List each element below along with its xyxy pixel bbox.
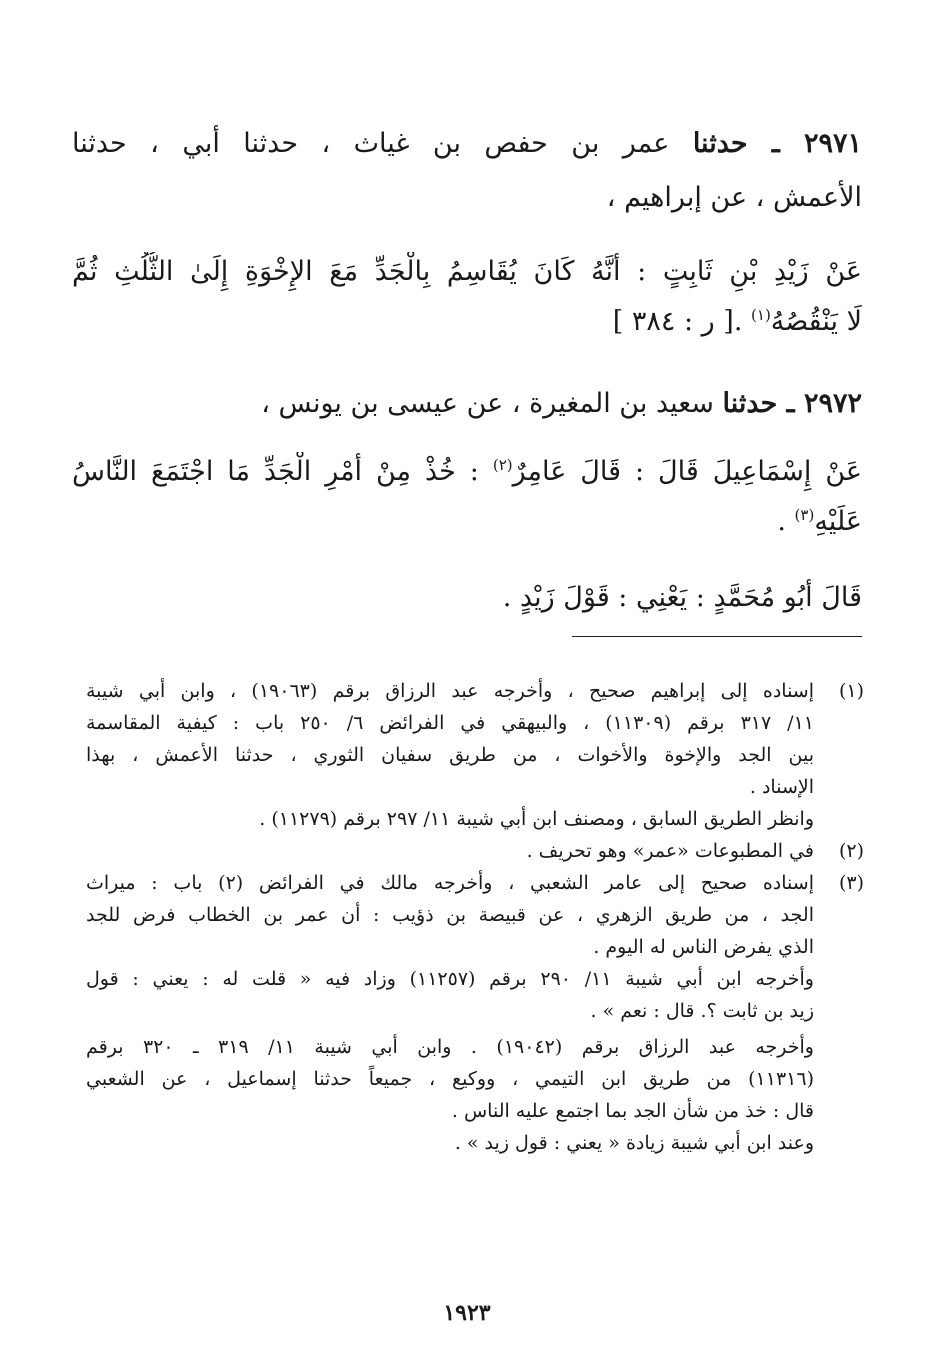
footnote-marker: (١)	[751, 306, 771, 324]
isnad-text: عمر بن حفص بن غياث ، حدثنا أبي ، حدثنا	[72, 128, 670, 159]
footnote-1-line: إسناده إلى إبراهيم صحيح ، وأخرجه عبد الرزاق برقم (١٩٠٦٣) ، وابن أبي شيبة	[86, 680, 814, 702]
footnote-3-line: قال : خذ من شأن الجد بما اجتمع عليه الناس .	[451, 1100, 814, 1122]
hadith-2971-line-2: الأعمش ، عن إبراهيم ،	[606, 182, 862, 213]
footnote-1-line: وانظر الطريق السابق ، ومصنف ابن أبي شيبة ١١/ ٢٩٧ برقم (١١٢٧٩) .	[259, 808, 814, 830]
hadith-2972-matn-line-1	[72, 452, 862, 492]
matn-text: لَا يَنْقُصُهُ	[770, 306, 862, 337]
isnad-text: سعيد بن المغيرة ، عن عيسى بن يونس ،	[261, 388, 714, 419]
footnote-3-line: وعند ابن أبي شيبة زيادة « يعني : قول زيد » .	[454, 1132, 814, 1154]
footnote-number-1: (١)	[838, 680, 864, 702]
footnote-marker: (٣)	[794, 506, 815, 524]
footnote-marker: (٢)	[492, 456, 513, 474]
footnote-divider	[572, 636, 862, 637]
hadith-2971-line-1	[72, 124, 862, 164]
matn-text: عَلَيْهِ	[814, 506, 862, 537]
footnote-3-line: (١١٣١٦) من طريق ابن التيمي ، ووكيع ، جميعاً حدثنا إسماعيل ، عن الشعبي	[86, 1068, 814, 1090]
footnote-number-3: (٣)	[838, 872, 864, 894]
hadith-2971-matn-line-1: عَنْ زَيْدِ بْنِ ثَابِتٍ : أَنَّهُ كَانَ يُقَاسِمُ بِالْجَدِّ مَعَ الإِخْوَةِ إِلَىٰ الثُّلُثِ ثُمَّ	[72, 256, 862, 287]
footnote-1-line: بين الجد والإخوة والأخوات ، من طريق سفيان الثوري ، حدثنا الأعمش ، بهذا	[86, 744, 814, 766]
hadith-2972-line-1	[72, 384, 862, 424]
hadith-2972-matn-line-2	[72, 502, 862, 542]
footnote-3-line: وأخرجه عبد الرزاق برقم (١٩٠٤٢) . وابن أبي شيبة ١١/ ٣١٩ ـ ٣٢٠ برقم	[86, 1036, 814, 1058]
cross-reference: .[ ر : ٣٨٤ ]	[612, 306, 752, 337]
commentary-line: قَالَ أَبُو مُحَمَّدٍ : يَعْنِي : قَوْلَ زَيْدٍ .	[502, 582, 862, 613]
page-number: ١٩٢٣	[443, 1300, 491, 1326]
hadith-2971-matn-line-2	[72, 302, 862, 342]
footnote-2-line: في المطبوعات «عمر» وهو تحريف .	[526, 840, 814, 862]
hadith-number: ٢٩٧١ ـ حدثنا	[692, 128, 862, 159]
footnote-number-2: (٢)	[838, 840, 864, 862]
footnote-3-line: إسناده صحيح إلى عامر الشعبي ، وأخرجه مالك في الفرائض (٢) باب : ميراث	[86, 872, 814, 894]
matn-text: عَنْ إِسْمَاعِيلَ قَالَ : قَالَ عَامِرٌ	[512, 456, 862, 487]
footnote-3-line: وأخرجه ابن أبي شيبة ١١/ ٢٩٠ برقم (١١٢٥٧) وزاد فيه « قلت له : يعني : قول	[86, 968, 814, 990]
footnote-3-line: الذي يفرض الناس له اليوم .	[593, 936, 814, 958]
footnote-1-line: ١١/ ٣١٧ برقم (١١٣٠٩) ، والبيهقي في الفرائض ٦/ ٢٥٠ باب : كيفية المقاسمة	[86, 712, 814, 734]
hadith-number: ٢٩٧٢ ـ حدثنا	[722, 388, 862, 419]
footnote-1-line: الإسناد .	[749, 776, 814, 798]
matn-text: .	[777, 506, 795, 537]
footnote-3-line: الجد ، من طريق الزهري ، عن قبيصة بن ذؤيب : أن عمر بن الخطاب فرض للجد	[86, 904, 814, 926]
matn-text: : خُذْ مِنْ أَمْرِ الْجَدِّ مَا اجْتَمَعَ النَّاسُ	[72, 456, 479, 487]
footnote-3-line: زيد بن ثابت ؟. قال : نعم » .	[590, 1000, 814, 1022]
